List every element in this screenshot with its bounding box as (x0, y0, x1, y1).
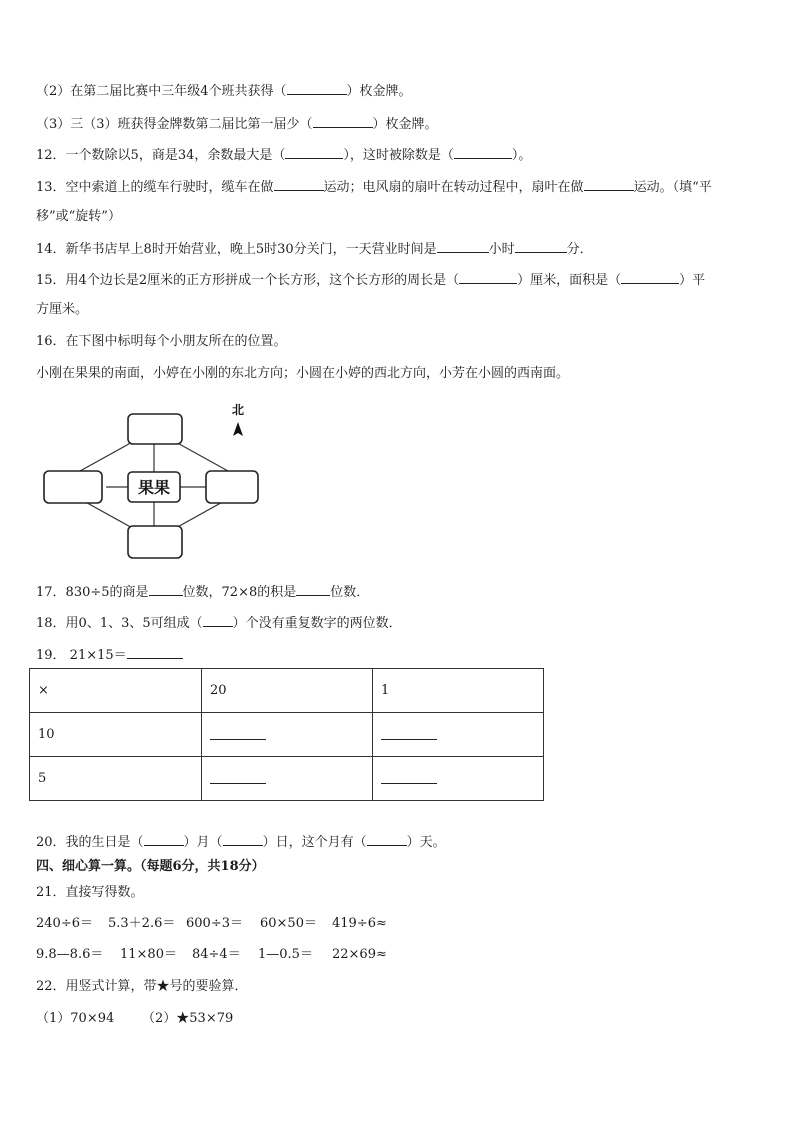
answer-blank[interactable] (381, 725, 437, 740)
calc-item: 1—0.5＝ (258, 947, 313, 962)
multiplication-table (29, 668, 544, 801)
question-19: 19． 21×15＝ (36, 645, 183, 665)
calc-item: 240÷6＝ (36, 916, 93, 931)
answer-blank[interactable] (287, 81, 347, 95)
question-18: 18．用0、1、3、5可组成（ ）个没有重复数字的两位数． (36, 613, 402, 633)
answer-box-east[interactable] (206, 471, 258, 503)
answer-box-south[interactable] (128, 526, 182, 558)
section-heading: 四、细心算一算。（每题6分，共18分） (36, 859, 265, 874)
calc-item: 9.8—8.6＝ (36, 947, 104, 962)
table-cell: 20 (202, 669, 373, 713)
table-cell: 10 (30, 713, 202, 757)
table-answer-cell[interactable] (373, 757, 544, 801)
question-11-part-3: （3）三（3）班获得金牌数第二届比第一届少（ ）枚金牌。 (36, 114, 438, 134)
calc-item: 11×80＝ (120, 947, 177, 962)
answer-blank[interactable] (223, 832, 263, 846)
answer-blank[interactable] (127, 645, 183, 659)
question-17: 17．830÷5的商是 位数，72×8的积是 位数． (36, 582, 369, 602)
question-15-cont: 方厘米。 (36, 302, 89, 317)
table-answer-cell[interactable] (373, 713, 544, 757)
answer-blank[interactable] (313, 114, 373, 128)
north-label: 北 (231, 403, 245, 417)
table-answer-cell[interactable] (202, 713, 373, 757)
center-label: 果果 (137, 478, 171, 497)
question-20: 20．我的生日是（ ）月（ ）日，这个月有（ ）天。 (36, 832, 446, 852)
north-arrow-icon (233, 422, 243, 436)
question-13-cont: 移”或“旋转”） (36, 209, 121, 224)
answer-blank[interactable] (584, 177, 634, 191)
answer-box-west[interactable] (44, 471, 102, 503)
answer-blank[interactable] (144, 832, 184, 846)
answer-blank[interactable] (515, 239, 567, 253)
question-16-title: 16．在下图中标明每个小朋友所在的位置。 (36, 334, 287, 349)
table-cell: 1 (373, 669, 544, 713)
question-16-description: 小刚在果果的南面，小婷在小刚的东北方向；小圆在小婷的西北方向，小芳在小圆的西南面。 (36, 366, 570, 381)
calc-item: 600÷3＝ (186, 916, 243, 931)
table-answer-cell[interactable] (202, 757, 373, 801)
answer-blank[interactable] (274, 177, 324, 191)
answer-blank[interactable] (149, 582, 183, 596)
calc-item: 60×50＝ (260, 916, 317, 931)
question-11-part-2: （2）在第二届比赛中三年级4个班共获得（ ）枚金牌。 (36, 81, 412, 101)
question-21-title: 21．直接写得数。 (36, 885, 144, 900)
answer-blank[interactable] (621, 270, 679, 284)
answer-blank[interactable] (210, 769, 266, 784)
answer-blank[interactable] (210, 725, 266, 740)
position-diagram (36, 396, 276, 571)
answer-blank[interactable] (367, 832, 407, 846)
vertical-calc-1: （1）70×94 (36, 1011, 115, 1026)
table-cell: 5 (30, 757, 202, 801)
answer-blank[interactable] (285, 145, 343, 159)
question-14: 14．新华书店早上8时开始营业，晚上5时30分关门，一天营业时间是 小时 分． (36, 239, 593, 259)
calc-item: 5.3＋2.6＝ (108, 916, 176, 931)
calc-item: 22×69≈ (332, 947, 387, 962)
question-13: 13．空中索道上的缆车行驶时，缆车在做 运动；电风扇的扇叶在转动过程中，扇叶在做 运动。（填“平 (36, 177, 712, 197)
question-12: 12．一个数除以5，商是34，余数最大是（ ），这时被除数是（ ）。 (36, 145, 531, 165)
answer-blank[interactable] (296, 582, 330, 596)
answer-blank[interactable] (459, 270, 517, 284)
table-cell: × (30, 669, 202, 713)
table-row (30, 757, 544, 801)
calc-item: 84÷4＝ (192, 947, 241, 962)
table-header-row (30, 669, 544, 713)
table-row (30, 713, 544, 757)
calc-item: 419÷6≈ (332, 916, 387, 931)
question-22-title: 22．用竖式计算，带★号的要验算． (36, 979, 248, 994)
answer-blank[interactable] (381, 769, 437, 784)
question-15: 15．用4个边长是2厘米的正方形拼成一个长方形，这个长方形的周长是（ ）厘米，面积是（ ）平 (36, 270, 705, 290)
answer-blank[interactable] (203, 613, 233, 627)
answer-blank[interactable] (437, 239, 489, 253)
vertical-calc-2: （2）★53×79 (142, 1011, 234, 1026)
answer-box-north[interactable] (128, 414, 182, 444)
answer-blank[interactable] (454, 145, 512, 159)
